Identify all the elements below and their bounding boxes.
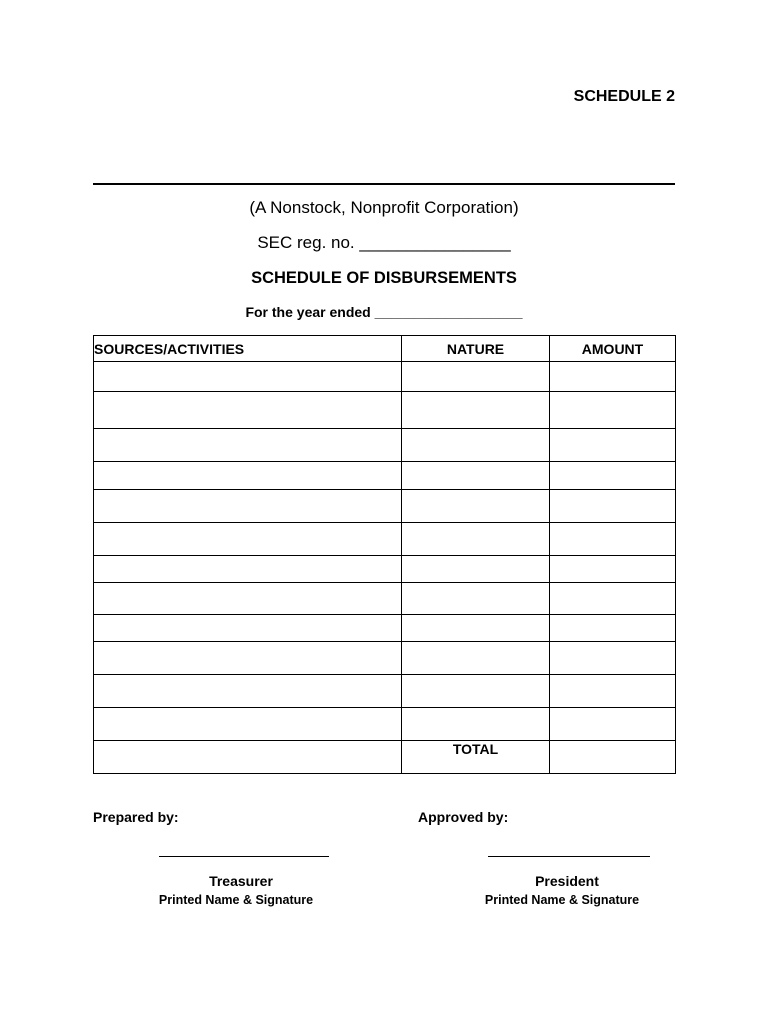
- amount-cell[interactable]: [550, 362, 676, 392]
- document-title: SCHEDULE OF DISBURSEMENTS: [251, 269, 517, 287]
- total-blank-cell: [94, 741, 402, 774]
- amount-cell[interactable]: [550, 429, 676, 462]
- nature-cell[interactable]: [402, 362, 550, 392]
- total-amount-cell[interactable]: [550, 741, 676, 774]
- prepared-by-label: Prepared by:: [93, 809, 179, 825]
- amount-cell[interactable]: [550, 708, 676, 741]
- table-row: [94, 556, 676, 583]
- year-ended: For the year ended ___________________: [245, 304, 523, 320]
- header-sources-activities: SOURCES/ACTIVITIES: [94, 336, 402, 362]
- nature-cell[interactable]: [402, 392, 550, 429]
- table-row: [94, 362, 676, 392]
- table-row: [94, 429, 676, 462]
- nature-cell[interactable]: [402, 675, 550, 708]
- table-row: [94, 708, 676, 741]
- sec-reg-number: SEC reg. no. ________________: [257, 233, 511, 252]
- total-label: TOTAL: [402, 741, 550, 774]
- nature-cell[interactable]: [402, 642, 550, 675]
- table-row: [94, 642, 676, 675]
- amount-cell[interactable]: [550, 490, 676, 523]
- president-caption: Printed Name & Signature: [484, 893, 640, 907]
- nature-cell[interactable]: [402, 429, 550, 462]
- approved-by-label: Approved by:: [418, 809, 509, 825]
- nature-cell[interactable]: [402, 462, 550, 490]
- source-cell[interactable]: [94, 392, 402, 429]
- table-row: [94, 490, 676, 523]
- corporation-type: (A Nonstock, Nonprofit Corporation): [249, 198, 519, 217]
- source-cell[interactable]: [94, 462, 402, 490]
- source-cell[interactable]: [94, 642, 402, 675]
- disbursements-table: [93, 335, 676, 774]
- table-row: [94, 462, 676, 490]
- corporation-name-line: [93, 183, 675, 185]
- source-cell[interactable]: [94, 362, 402, 392]
- nature-cell[interactable]: [402, 583, 550, 615]
- nature-cell[interactable]: [402, 615, 550, 642]
- table-row: [94, 392, 676, 429]
- source-cell[interactable]: [94, 556, 402, 583]
- table-row: [94, 523, 676, 556]
- source-cell[interactable]: [94, 708, 402, 741]
- source-cell[interactable]: [94, 675, 402, 708]
- total-row: [94, 741, 676, 774]
- amount-cell[interactable]: [550, 583, 676, 615]
- treasurer-role: Treasurer: [209, 873, 273, 889]
- amount-cell[interactable]: [550, 615, 676, 642]
- source-cell[interactable]: [94, 490, 402, 523]
- source-cell[interactable]: [94, 583, 402, 615]
- amount-cell[interactable]: [550, 556, 676, 583]
- amount-cell[interactable]: [550, 642, 676, 675]
- nature-cell[interactable]: [402, 708, 550, 741]
- amount-cell[interactable]: [550, 523, 676, 556]
- president-signature-line[interactable]: [488, 856, 650, 857]
- source-cell[interactable]: [94, 523, 402, 556]
- treasurer-signature-line[interactable]: [159, 856, 329, 857]
- table-row: [94, 615, 676, 642]
- amount-cell[interactable]: [550, 675, 676, 708]
- amount-cell[interactable]: [550, 392, 676, 429]
- header-amount: AMOUNT: [550, 336, 676, 362]
- schedule-number: SCHEDULE 2: [573, 88, 675, 105]
- header-nature: NATURE: [402, 336, 550, 362]
- source-cell[interactable]: [94, 429, 402, 462]
- table-row: [94, 583, 676, 615]
- president-role: President: [535, 873, 599, 889]
- table-header-row: [94, 336, 676, 362]
- nature-cell[interactable]: [402, 523, 550, 556]
- nature-cell[interactable]: [402, 490, 550, 523]
- source-cell[interactable]: [94, 615, 402, 642]
- amount-cell[interactable]: [550, 462, 676, 490]
- treasurer-caption: Printed Name & Signature: [158, 893, 314, 907]
- table-row: [94, 675, 676, 708]
- table-body: [94, 362, 676, 774]
- nature-cell[interactable]: [402, 556, 550, 583]
